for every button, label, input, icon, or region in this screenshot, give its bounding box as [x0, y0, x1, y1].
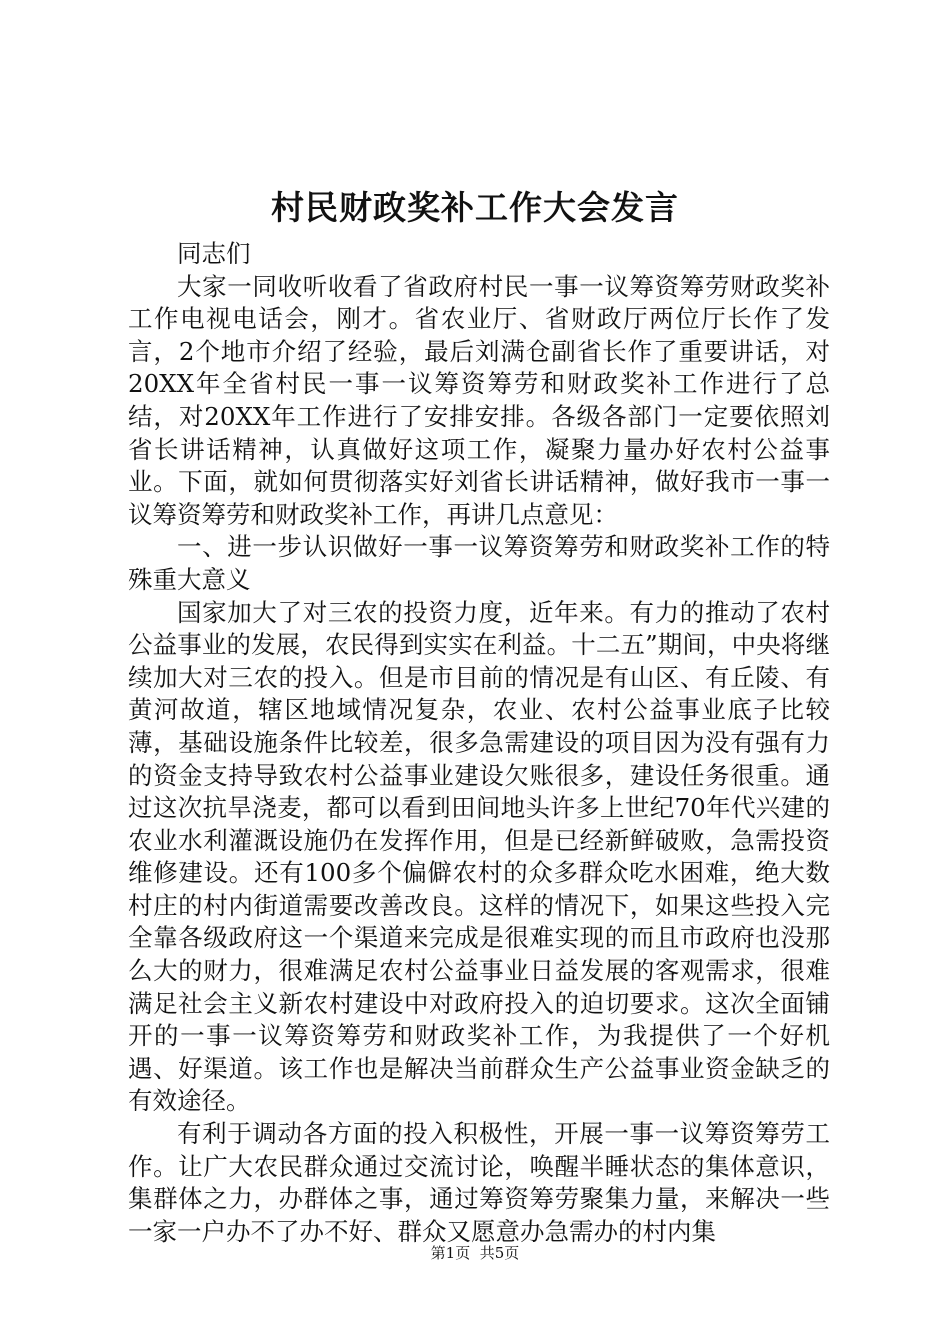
- page-total: 共5页: [479, 1244, 520, 1262]
- paragraph-intro: 大家一同收听收看了省政府村民一事一议筹资筹劳财政奖补工作电视电话会，刚才。省农业厅、省财政厅两位厅长作了发言，2个地市介绍了经验，最后刘满仓副省长作了重要讲话，对20XX年全省村民一事一议筹资筹劳和财政奖补工作进行了总结，对20XX年工作进行了安排安排。各级各部门一定要依照刘省长讲话精神，认真做好这项工作，凝聚力量办好农村公益事业。下面，就如何贯彻落实好刘省长讲话精神，做好我市一事一议筹资筹劳和财政奖补工作，再讲几点意见：: [128, 271, 830, 529]
- document-body: [128, 238, 830, 1248]
- footer-spacer: [470, 1244, 480, 1262]
- page-footer: [0, 1243, 950, 1263]
- section-heading: 一、进一步认识做好一事一议筹资筹劳和财政奖补工作的特殊重大意义: [128, 532, 830, 594]
- paragraph-benefits: 有利于调动各方面的投入积极性，开展一事一议筹资筹劳工作。让广大农民群众通过交流讨论，唤醒半睡状态的集体意识，集群体之力，办群体之事，通过筹资筹劳聚集力量，来解决一些一家一户办不了办不好、群众又愿意办急需办的村内集: [128, 1119, 830, 1246]
- paragraph-background: 国家加大了对三农的投资力度，近年来。有力的推动了农村公益事业的发展，农民得到实实在利益。十二五”期间，中央将继续加大对三农的投入。但是市目前的情况是有山区、有丘陵、有黄河故道，辖区地域情况复杂，农业、农村公益事业底子比较薄，基础设施条件比较差，很多急需建设的项目因为没有强有力的资金支持导致农村公益事业建设欠账很多，建设任务很重。通过这次抗旱浇麦，都可以看到田间地头许多上世纪70年代兴建的农业水利灌溉设施仍在发挥作用，但是已经新鲜破败，急需投资维修建设。还有100多个偏僻农村的众多群众吃水困难，绝大数村庄的村内街道需要改善改良。这样的情况下，如果这些投入完全靠各级政府这一个渠道来完成是很难实现的而且市政府也没那么大的财力，很难满足农村公益事业日益发展的客观需求，很难满足社会主义新农村建设中对政府投入的迫切要求。这次全面铺开的一事一议筹资筹劳和财政奖补工作，为我提供了一个好机遇、好渠道。该工作也是解决当前群众生产公益事业资金缺乏的有效途径。: [128, 597, 830, 1116]
- document-title: 村民财政奖补工作大会发言: [271, 188, 679, 227]
- paragraph-salutation: 同志们: [177, 239, 251, 268]
- page-number: 第1页: [430, 1244, 471, 1262]
